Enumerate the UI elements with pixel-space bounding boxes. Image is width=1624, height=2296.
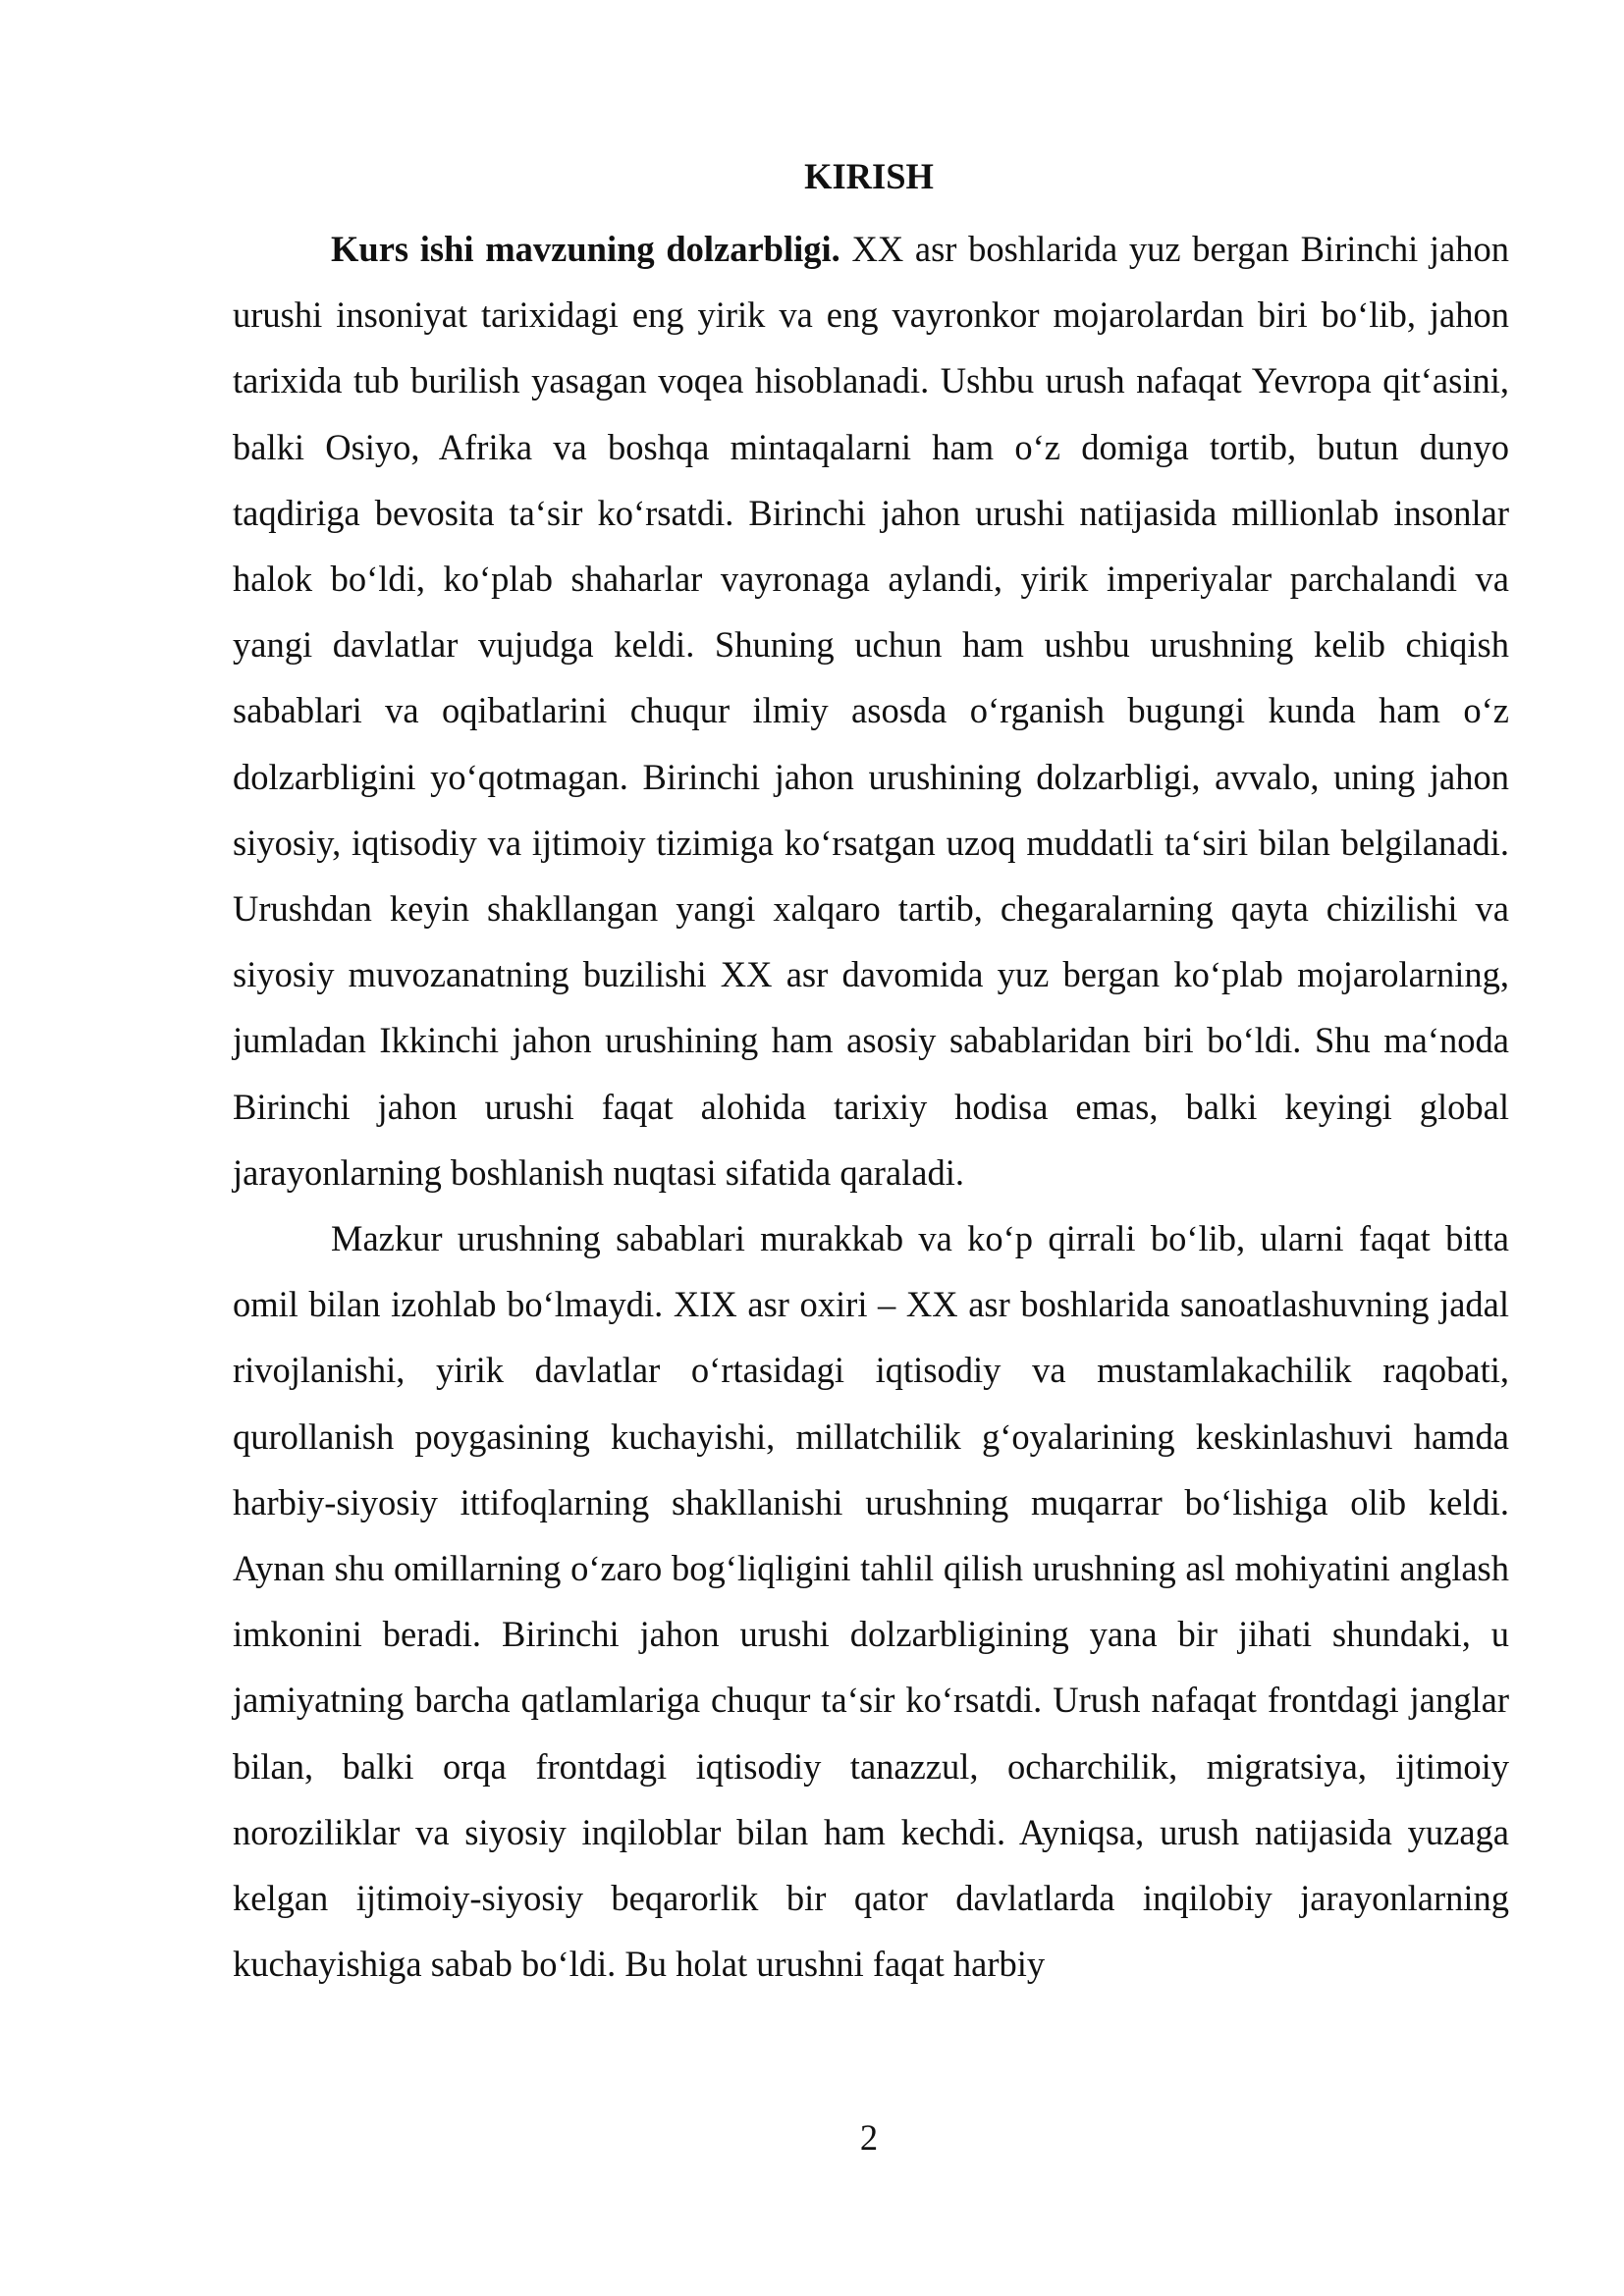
section-heading: KIRISH	[804, 156, 934, 196]
page-number: 2	[859, 2117, 879, 2158]
paragraph-causes	[233, 1205, 1509, 1997]
paragraph-relevance	[233, 216, 1509, 1205]
paragraph-text: Mazkur urushning sabablari murakkab va ko‘p qirrali bo‘lib, ularni faqat bitta omil bilan izohlab bo‘lmaydi. XIX asr oxiri – XX asr boshlarida sanoatlashuvning jadal rivojlanishi, yirik davlatlar o‘rtasidagi iqtisodiy va mustamlakachilik raqobati, qurollanish poygasining kuchayishi, millatchilik g‘oyalarining keskinlashuvi hamda harbiy-siyosiy ittifoqlarning shakllanishi urushning muqarrar bo‘lishiga olib keldi. Aynan shu omillarning o‘zaro bog‘liqligini tahlil qilish urushning asl mohiyatini anglash imkonini beradi. Birinchi jahon urushi dolzarbligining yana bir jihati shundaki, u jamiyatning barcha qatlamlariga chuqur ta‘sir ko‘rsatdi. Urush nafaqat frontdagi janglar bilan, balki orqa frontdagi iqtisodiy tanazzul, ocharchilik, migratsiya, ijtimoiy noroziliklar va siyosiy inqiloblar bilan ham kechdi. Ayniqsa, urush natijasida yuzaga kelgan ijtimoiy-siyosiy beqarorlik bir qator davlatlarda inqilobiy jarayonlarning kuchayishiga sabab bo‘ldi. Bu holat urushni faqat harbiy	[233, 1218, 1509, 1985]
body-text	[233, 216, 1509, 1997]
paragraph-lead-heading: Kurs ishi mavzuning dolzarbligi.	[331, 229, 840, 269]
paragraph-text: XX asr boshlarida yuz bergan Birinchi jahon urushi insoniyat tarixidagi eng yirik va eng vayronkor mojarolardan biri bo‘lib, jahon tarixida tub burilish yasagan voqea hisoblanadi. Ushbu urush nafaqat Yevropa qit‘asini, balki Osiyo, Afrika va boshqa mintaqalarni ham o‘z domiga tortib, butun dunyo taqdiriga bevosita ta‘sir ko‘rsatdi. Birinchi jahon urushi natijasida millionlab insonlar halok bo‘ldi, ko‘plab shaharlar vayronaga aylandi, yirik imperiyalar parchalandi va yangi davlatlar vujudga keldi. Shuning uchun ham ushbu urushning kelib chiqish sabablari va oqibatlarini chuqur ilmiy asosda o‘rganish bugungi kunda ham o‘z dolzarbligini yo‘qotmagan. Birinchi jahon urushining dolzarbligi, avvalo, uning jahon siyosiy, iqtisodiy va ijtimoiy tizimiga ko‘rsatgan uzoq muddatli ta‘siri bilan belgilanadi. Urushdan keyin shakllangan yangi xalqaro tartib, chegaralarning qayta chizilishi va siyosiy muvozanatning buzilishi XX asr davomida yuz bergan ko‘plab mojarolarning, jumladan Ikkinchi jahon urushining ham asosiy sabablaridan biri bo‘ldi. Shu ma‘noda Birinchi jahon urushi faqat alohida tarixiy hodisa emas, balki keyingi global jarayonlarning boshlanish nuqtasi sifatida qaraladi.	[233, 229, 1509, 1193]
